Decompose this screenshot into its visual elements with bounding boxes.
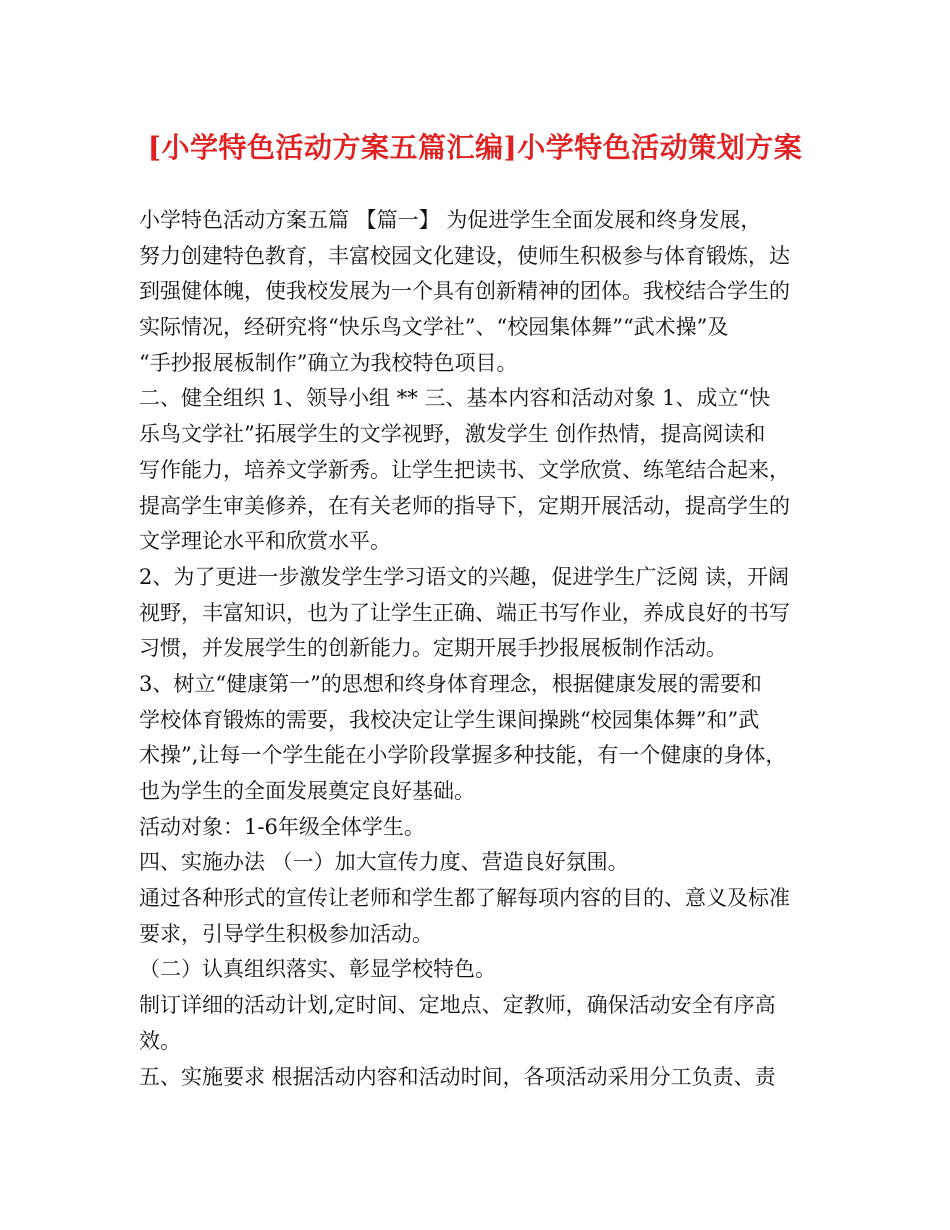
body-line: 术操”,让每一个学生能在小学阶段掌握多种技能，有一个健康的身体，: [139, 743, 787, 768]
body-line: 视野，丰富知识，也为了让学生正确、端正书写作业，养成良好的书写: [139, 600, 790, 625]
body-line: 实际情况，经研究将“快乐鸟文学社”、“校园集体舞”“武术操”及: [139, 315, 729, 340]
body-line: 效。: [139, 1028, 181, 1053]
body-line: 2、为了更进一步激发学生学习语文的兴趣，促进学生广泛阅 读，开阔: [139, 564, 790, 589]
body-line: 写作能力，培养文学新秀。让学生把读书、文学欣赏、练笔结合起来，: [139, 457, 790, 482]
body-line: 努力创建特色教育，丰富校园文化建设，使师生积极参与体育锻炼，达: [139, 243, 790, 268]
body-line: “手抄报展板制作”确立为我校特色项目。: [139, 350, 518, 375]
body-line: 制订详细的活动计划,定时间、定地点、定教师，确保活动安全有序高: [139, 993, 776, 1018]
body-line: 习惯，并发展学生的创新能力。定期开展手抄报展板制作活动。: [139, 636, 727, 661]
body-line: 五、实施要求 根据活动内容和活动时间，各项活动采用分工负责、责: [139, 1064, 776, 1089]
body-line: 活动对象：1-6年级全体学生。: [139, 814, 425, 839]
document-body: [139, 203, 839, 1095]
body-line: 也为学生的全面发展奠定良好基础。: [139, 779, 475, 803]
body-line: 二、健全组织 1、领导小组 ** 三、基本内容和活动对象 1、成立“快: [139, 386, 771, 411]
body-line: 提高学生审美修养，在有关老师的指导下，定期开展活动，提高学生的: [139, 493, 790, 518]
body-line: 乐鸟文学社”拓展学生的文学视野，激发学生 创作热情，提高阅读和: [139, 422, 766, 447]
body-line: 通过各种形式的宣传让老师和学生都了解每项内容的目的、意义及标准: [139, 886, 790, 911]
body-line: 要求，引导学生积极参加活动。: [139, 921, 433, 946]
body-line: 学校体育锻炼的需要，我校决定让学生课间操跳“校园集体舞”和”武: [139, 707, 760, 732]
document-title: [小学特色活动方案五篇汇编]小学特色活动策划方案: [147, 131, 803, 164]
body-line: 3、树立“健康第一”的思想和终身体育理念，根据健康发展的需要和: [139, 671, 762, 696]
body-line: 四、实施办法 （一）加大宣传力度、营造良好氛围。: [139, 850, 629, 875]
body-line: 到强健体魄，使我校发展为一个具有创新精神的团体。我校结合学生的: [139, 279, 790, 304]
body-line: 文学理论水平和欣赏水平。: [139, 529, 391, 554]
body-line: 小学特色活动方案五篇 【篇一】 为促进学生全面发展和终身发展，: [139, 208, 762, 232]
body-line: （二）认真组织落实、彰显学校特色。: [139, 957, 496, 982]
